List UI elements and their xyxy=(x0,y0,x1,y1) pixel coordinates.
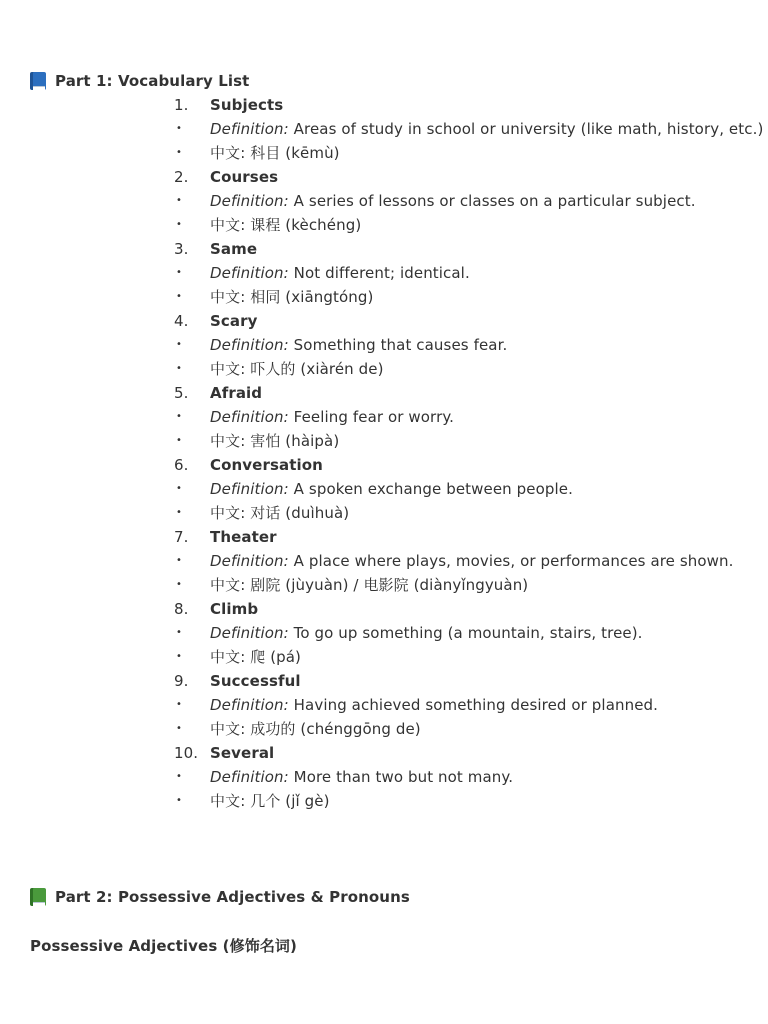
green-book-icon xyxy=(30,888,46,906)
vocab-chinese-row xyxy=(0,213,768,237)
chinese-translation: 中文: 科目 (kēmù) xyxy=(210,144,340,162)
vocab-term-row xyxy=(0,597,768,621)
definition-text: More than two but not many. xyxy=(293,768,514,786)
vocab-term-row xyxy=(0,741,768,765)
vocab-definition-row xyxy=(0,477,768,501)
vocab-chinese-row xyxy=(0,645,768,669)
definition-label: Definition: xyxy=(210,264,289,282)
definition-label: Definition: xyxy=(210,624,289,642)
definition-text: Feeling fear or worry. xyxy=(293,408,455,426)
definition-label: Definition: xyxy=(210,696,289,714)
vocab-definition xyxy=(210,765,513,789)
vocab-term: Successful xyxy=(210,672,301,690)
bullet-icon: • xyxy=(176,147,182,158)
bullet-icon: • xyxy=(176,267,182,278)
vocab-term-row xyxy=(0,165,768,189)
definition-text: Areas of study in school or university (like math, history, etc.) xyxy=(293,120,764,138)
bullet-icon: • xyxy=(176,363,182,374)
bullet-icon: • xyxy=(176,339,182,350)
chinese-translation: 中文: 爬 (pá) xyxy=(210,648,302,666)
vocab-definition xyxy=(210,261,470,285)
item-number: 3. xyxy=(174,240,189,258)
vocab-term: Several xyxy=(210,744,275,762)
vocab-definition xyxy=(210,477,573,501)
vocab-term: Courses xyxy=(210,168,279,186)
chinese-translation: 中文: 害怕 (hàipà) xyxy=(210,432,340,450)
definition-label: Definition: xyxy=(210,120,289,138)
item-number: 4. xyxy=(174,312,189,330)
item-number: 6. xyxy=(174,456,189,474)
vocab-chinese-row xyxy=(0,285,768,309)
chinese-translation: 中文: 成功的 (chénggōng de) xyxy=(210,720,421,738)
definition-label: Definition: xyxy=(210,192,289,210)
definition-text: To go up something (a mountain, stairs, tree). xyxy=(293,624,643,642)
vocab-chinese-row xyxy=(0,717,768,741)
vocab-chinese-row xyxy=(0,141,768,165)
vocab-chinese-row xyxy=(0,429,768,453)
vocab-definition xyxy=(210,621,643,645)
definition-text: Not different; identical. xyxy=(293,264,470,282)
definition-label: Definition: xyxy=(210,768,289,786)
bullet-icon: • xyxy=(176,291,182,302)
possessive-adjectives-heading: Possessive Adjectives (修饰名词) xyxy=(30,937,297,955)
bullet-icon: • xyxy=(176,195,182,206)
bullet-icon: • xyxy=(176,435,182,446)
vocab-term-row xyxy=(0,453,768,477)
vocab-definition xyxy=(210,693,658,717)
vocabulary-list xyxy=(0,93,768,813)
bullet-icon: • xyxy=(176,795,182,806)
vocab-term-row xyxy=(0,381,768,405)
vocab-term-row xyxy=(0,525,768,549)
bullet-icon: • xyxy=(176,411,182,422)
definition-label: Definition: xyxy=(210,408,289,426)
vocab-chinese-row xyxy=(0,789,768,813)
bullet-icon: • xyxy=(176,651,182,662)
bullet-icon: • xyxy=(176,483,182,494)
item-number: 8. xyxy=(174,600,189,618)
vocab-term-row xyxy=(0,309,768,333)
vocab-term: Scary xyxy=(210,312,258,330)
vocab-chinese-row xyxy=(0,501,768,525)
vocab-chinese-row xyxy=(0,357,768,381)
chinese-translation: 中文: 剧院 (jùyuàn) / 电影院 (diànyǐngyuàn) xyxy=(210,576,529,594)
bullet-icon: • xyxy=(176,771,182,782)
chinese-translation: 中文: 几个 (jǐ gè) xyxy=(210,792,330,810)
vocab-definition-row xyxy=(0,261,768,285)
vocab-term-row xyxy=(0,93,768,117)
item-number: 5. xyxy=(174,384,189,402)
vocab-definition-row xyxy=(0,333,768,357)
definition-text: A spoken exchange between people. xyxy=(293,480,573,498)
vocab-chinese-row xyxy=(0,573,768,597)
definition-label: Definition: xyxy=(210,552,289,570)
vocab-definition xyxy=(210,117,763,141)
vocab-definition-row xyxy=(0,693,768,717)
chinese-translation: 中文: 对话 (duìhuà) xyxy=(210,504,350,522)
bullet-icon: • xyxy=(176,723,182,734)
blue-book-icon xyxy=(30,72,46,90)
vocab-definition-row xyxy=(0,405,768,429)
definition-label: Definition: xyxy=(210,336,289,354)
definition-text: A place where plays, movies, or performances are shown. xyxy=(293,552,734,570)
bullet-icon: • xyxy=(176,219,182,230)
vocab-term-row xyxy=(0,669,768,693)
definition-text: A series of lessons or classes on a particular subject. xyxy=(293,192,696,210)
vocab-definition xyxy=(210,333,507,357)
vocab-definition-row xyxy=(0,117,768,141)
chinese-translation: 中文: 相同 (xiāngtóng) xyxy=(210,288,374,306)
vocab-definition-row xyxy=(0,621,768,645)
item-number: 9. xyxy=(174,672,189,690)
vocab-term: Theater xyxy=(210,528,277,546)
chinese-translation: 中文: 课程 (kèchéng) xyxy=(210,216,362,234)
definition-label: Definition: xyxy=(210,480,289,498)
item-number: 1. xyxy=(174,96,189,114)
item-number: 10. xyxy=(174,744,199,762)
bullet-icon: • xyxy=(176,699,182,710)
part1-heading xyxy=(30,72,249,90)
bullet-icon: • xyxy=(176,579,182,590)
bullet-icon: • xyxy=(176,627,182,638)
vocab-definition xyxy=(210,405,454,429)
vocab-definition-row xyxy=(0,549,768,573)
bullet-icon: • xyxy=(176,555,182,566)
vocab-term: Subjects xyxy=(210,96,284,114)
bullet-icon: • xyxy=(176,507,182,518)
definition-text: Having achieved something desired or planned. xyxy=(293,696,659,714)
part2-heading xyxy=(30,888,410,906)
vocab-term: Same xyxy=(210,240,258,258)
definition-text: Something that causes fear. xyxy=(293,336,508,354)
vocab-term: Climb xyxy=(210,600,259,618)
vocab-definition-row xyxy=(0,765,768,789)
vocab-definition xyxy=(210,189,696,213)
bullet-icon: • xyxy=(176,123,182,134)
part2-title: Part 2: Possessive Adjectives & Pronouns xyxy=(55,888,410,906)
vocab-term: Afraid xyxy=(210,384,263,402)
vocab-term-row xyxy=(0,237,768,261)
vocab-definition xyxy=(210,549,734,573)
item-number: 2. xyxy=(174,168,189,186)
part1-title: Part 1: Vocabulary List xyxy=(55,72,250,90)
item-number: 7. xyxy=(174,528,189,546)
chinese-translation: 中文: 吓人的 (xiàrén de) xyxy=(210,360,384,378)
vocab-term: Conversation xyxy=(210,456,323,474)
vocab-definition-row xyxy=(0,189,768,213)
